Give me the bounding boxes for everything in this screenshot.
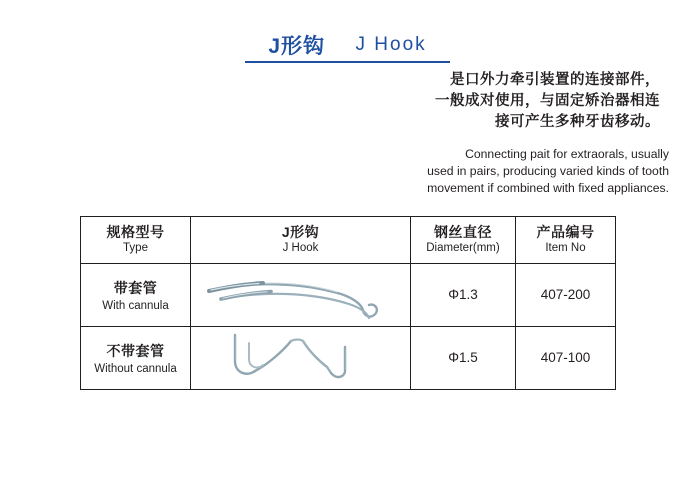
row-0-itemno	[516, 264, 616, 327]
row-0-diameter	[411, 264, 516, 327]
table-row	[81, 264, 616, 327]
table-header-row	[81, 217, 616, 264]
header-cell-type-cn: 规格型号	[106, 224, 165, 241]
row-0-type-cn: 带套管	[113, 280, 158, 296]
row-0-itemno-value: 407-200	[540, 287, 591, 302]
row-0-type	[81, 264, 191, 327]
row-1-diameter	[411, 327, 516, 390]
header-cell-diameter-en: Diameter(mm)	[426, 242, 500, 255]
row-1-diameter-value: Φ1.5	[448, 350, 478, 365]
row-1-itemno	[516, 327, 616, 390]
table-row	[81, 327, 616, 390]
j-hook-without-cannula-icon	[191, 327, 410, 389]
row-0-type-en: With cannula	[102, 300, 169, 312]
description-english	[0, 146, 669, 197]
row-0-diameter-value: Φ1.3	[448, 287, 478, 302]
description-en-line-1: Connecting pait for extraorals, usually	[465, 147, 669, 161]
header-cell-itemno-cn: 产品编号	[536, 224, 595, 241]
description-en-line-2: used in pairs, producing varied kinds of tooth	[427, 164, 669, 178]
spec-table	[80, 216, 616, 390]
header-cell-diameter	[411, 217, 516, 264]
description-chinese	[0, 70, 660, 133]
row-1-type-cn: 不带套管	[106, 343, 165, 359]
row-1-type	[81, 327, 191, 390]
description-cn-line-2: 一般成对使用，与固定矫治器相连	[435, 93, 660, 109]
page-header	[0, 30, 695, 67]
page-title-cn: J形钩	[268, 35, 326, 58]
header-cell-itemno-en: Item No	[545, 242, 586, 255]
title-row	[245, 30, 450, 67]
description-cn-line-3: 接可产生多种牙齿移动。	[495, 114, 660, 130]
j-hook-with-cannula-icon	[191, 264, 410, 326]
title-underline	[245, 61, 450, 63]
page-title-en: J Hook	[355, 34, 427, 55]
row-1-itemno-value: 407-100	[540, 350, 591, 365]
row-0-image-cell	[191, 264, 411, 327]
row-1-type-en: Without cannula	[94, 363, 177, 375]
header-cell-jhook-cn: J形钩	[281, 224, 320, 241]
header-cell-itemno	[516, 217, 616, 264]
header-cell-type-en: Type	[123, 242, 148, 255]
description-cn-line-1: 是口外力牵引装置的连接部件，	[450, 72, 660, 88]
description-en-line-3: movement if combined with fixed appliances.	[427, 181, 669, 195]
header-cell-jhook-en: J Hook	[282, 242, 319, 255]
header-cell-diameter-cn: 钢丝直径	[434, 224, 492, 241]
header-cell-jhook	[191, 217, 411, 264]
header-cell-type	[81, 217, 191, 264]
row-1-image-cell	[191, 327, 411, 390]
